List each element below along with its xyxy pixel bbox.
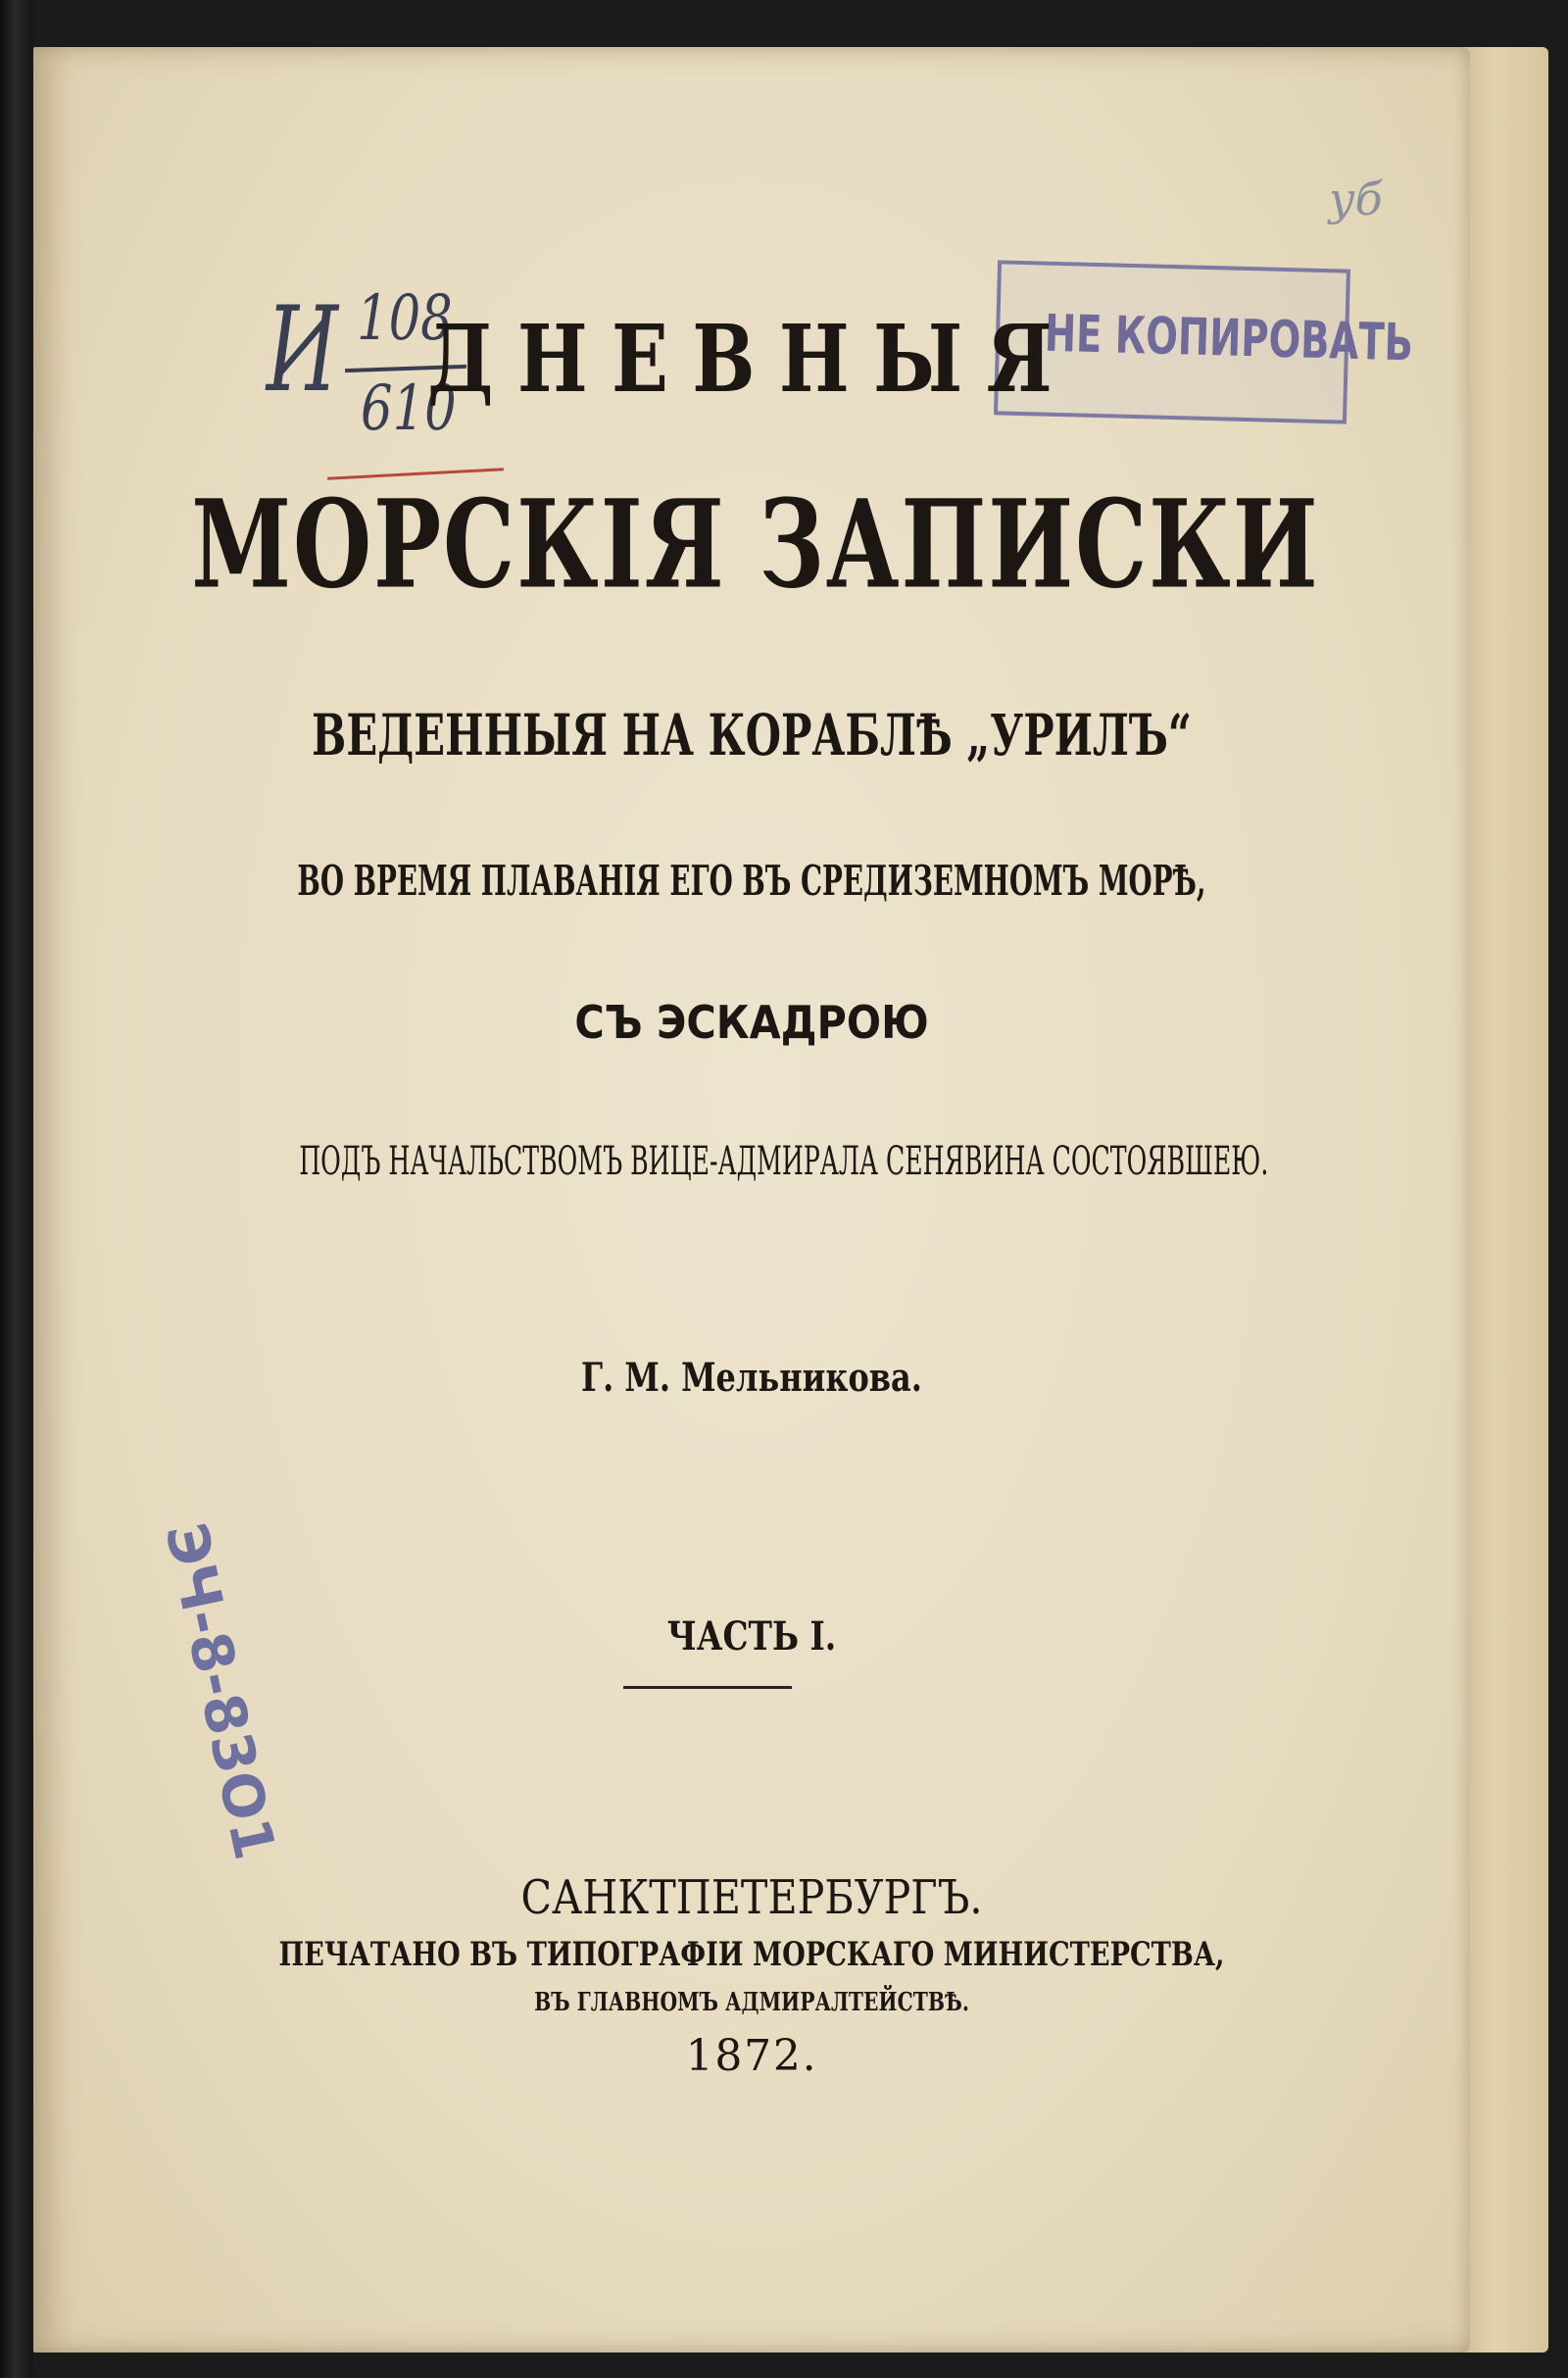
part-label: ЧАСТЬ I. xyxy=(666,1613,837,1660)
title-line-1: ДНЕВНЫЯ xyxy=(427,304,1076,414)
subtitle-voyage: ВО ВРЕМЯ ПЛАВАНІЯ ЕГО ВЪ СРЕДИЗЕМНОМЪ МОРѢ, xyxy=(297,857,1206,905)
shelf-mark-denominator: 610 xyxy=(361,372,457,445)
book-spine-edge xyxy=(0,0,33,2378)
imprint-year: 1872. xyxy=(685,2031,818,2081)
title-page xyxy=(33,47,1470,2353)
subtitle-command: ПОДЪ НАЧАЛЬСТВОМЪ ВИЦЕ-АДМИРАЛА СЕНЯВИНА СОСТОЯВШЕЮ. xyxy=(299,1139,1269,1184)
title-line-2: МОРСКІЯ ЗАПИСКИ xyxy=(191,472,1320,616)
imprint-city: САНКТПЕТЕРБУРГЪ. xyxy=(520,1870,983,1925)
imprint-printer: ПЕЧАТАНО ВЪ ТИПОГРАФІИ МОРСКАГО МИНИСТЕРСТВА, xyxy=(278,1935,1225,1974)
author-line: Г. М. Мельникова. xyxy=(581,1355,922,1401)
imprint-location: ВЪ ГЛАВНОМЪ АДМИРАЛТЕЙСТВѢ. xyxy=(534,1988,969,2017)
corner-pencil-note: уб xyxy=(1329,173,1383,225)
subtitle-squadron: СЪ ЭСКАДРОЮ xyxy=(574,996,929,1049)
shelf-mark-letter: И xyxy=(266,282,338,419)
subtitle-ship: ВЕДЕННЫЯ НА КОРАБЛѢ „УРИЛЪ“ xyxy=(312,702,1192,768)
stamp-text: НЕ КОПИРОВАТЬ xyxy=(1044,304,1414,373)
part-divider-rule xyxy=(623,1686,792,1689)
underlying-page-edge xyxy=(1458,47,1548,2353)
shelf-mark-numerator: 108 xyxy=(357,282,453,355)
inventory-stamp: ЭЧ-8-83О1 xyxy=(152,1517,289,1865)
